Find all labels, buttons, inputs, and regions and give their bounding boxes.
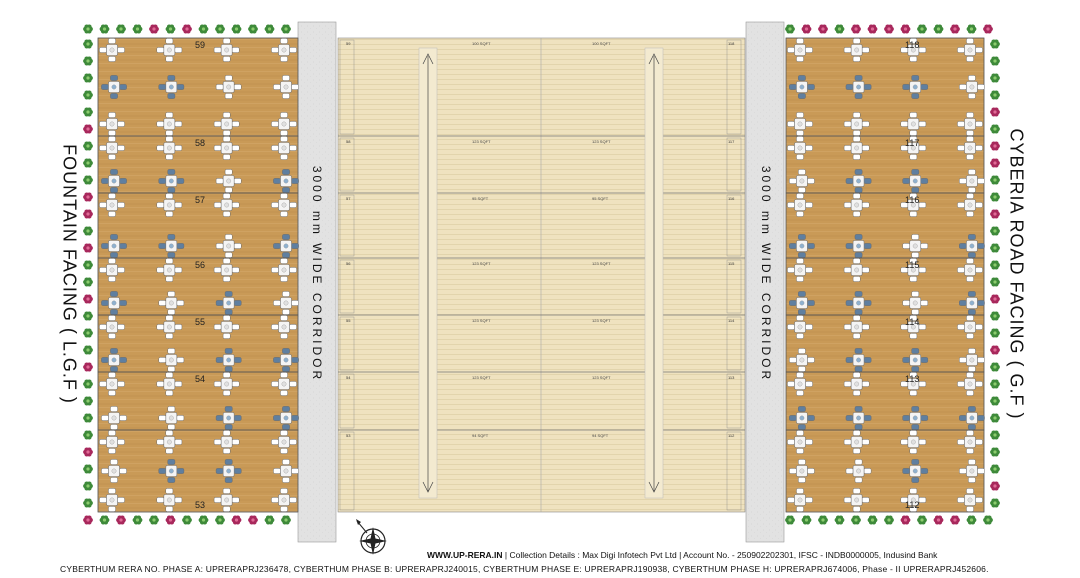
kiosk-right-number: 115 — [728, 261, 735, 266]
kiosk-right-number: 112 — [728, 433, 735, 438]
plant-icon — [100, 24, 110, 33]
plant-icon — [83, 294, 93, 303]
plant-icon — [248, 515, 258, 524]
footer-collection-line — [427, 550, 937, 560]
plant-icon — [265, 515, 275, 524]
plant-icon — [990, 260, 1000, 269]
footer-collection-details: | Collection Details : Max Digi Infotech Pvt Ltd | Account No. - 250902202301, IFSC - INDB0000005, Indusind Bank — [502, 550, 938, 560]
plant-icon — [133, 515, 143, 524]
plant-icon — [950, 515, 960, 524]
plant-icon — [990, 379, 1000, 388]
plant-icon — [83, 226, 93, 235]
unit-number-label: 116 — [905, 195, 920, 205]
plant-icon — [990, 107, 1000, 116]
right-unit-block — [786, 38, 984, 512]
plant-icon — [83, 447, 93, 456]
kiosk-right-area: 123 SQFT — [592, 375, 611, 380]
plant-icon — [83, 158, 93, 167]
kiosk-left-area: 123 SQFT — [472, 318, 491, 323]
plant-icon — [232, 24, 242, 33]
plant-icon — [149, 515, 159, 524]
plant-icon — [983, 24, 993, 33]
kiosk-left-number: 53 — [346, 433, 351, 438]
plant-icon — [990, 464, 1000, 473]
plant-icon — [83, 430, 93, 439]
plant-icon — [990, 311, 1000, 320]
plant-icon — [868, 24, 878, 33]
kiosk-left-number: 54 — [346, 375, 351, 380]
plant-icon — [851, 24, 861, 33]
plant-icon — [83, 141, 93, 150]
plant-icon — [851, 515, 861, 524]
unit-number-label: 54 — [195, 374, 206, 384]
plant-icon — [248, 24, 258, 33]
plant-icon — [83, 209, 93, 218]
plant-icon — [83, 243, 93, 252]
plant-icon — [785, 515, 795, 524]
plant-icon — [166, 24, 176, 33]
plant-icon — [967, 24, 977, 33]
plant-icon — [83, 260, 93, 269]
plant-icon — [83, 464, 93, 473]
plant-icon — [785, 24, 795, 33]
plant-icon — [83, 124, 93, 133]
plant-icon — [990, 294, 1000, 303]
plant-icon — [83, 362, 93, 371]
aisle-arrow-right — [645, 48, 663, 498]
plant-icon — [868, 515, 878, 524]
kiosk-right-area: 123 SQFT — [592, 261, 611, 266]
plant-icon — [990, 362, 1000, 371]
plant-icon — [901, 515, 911, 524]
unit-number-label: 114 — [905, 317, 920, 327]
kiosk-left-number: 59 — [346, 41, 351, 46]
plant-icon — [166, 515, 176, 524]
plant-icon — [934, 515, 944, 524]
kiosk-right-area: 123 SQFT — [592, 318, 611, 323]
plant-icon — [990, 413, 1000, 422]
plant-icon — [265, 24, 275, 33]
plant-icon — [116, 515, 126, 524]
kiosk-right-number: 114 — [728, 318, 735, 323]
plant-icon — [83, 56, 93, 65]
plant-icon — [990, 481, 1000, 490]
plant-icon — [983, 515, 993, 524]
kiosk-left-number: 55 — [346, 318, 351, 323]
plant-icon — [149, 24, 159, 33]
plant-icon — [215, 24, 225, 33]
kiosk-left-area: 100 SQFT — [472, 41, 491, 46]
kiosk-right-area: 95 SQFT — [592, 196, 609, 201]
plant-icon — [990, 158, 1000, 167]
plant-icon — [83, 345, 93, 354]
plant-icon — [83, 24, 93, 33]
plant-icon — [990, 39, 1000, 48]
plant-icon — [835, 515, 845, 524]
plant-icon — [199, 24, 209, 33]
plant-icon — [83, 175, 93, 184]
plant-icon — [83, 107, 93, 116]
plant-icon — [990, 56, 1000, 65]
kiosk-right-number: 116 — [728, 196, 735, 201]
plant-icon — [83, 498, 93, 507]
plant-icon — [802, 515, 812, 524]
center-floor — [338, 38, 745, 512]
plant-icon — [818, 515, 828, 524]
plant-icon — [215, 515, 225, 524]
plant-icon — [990, 141, 1000, 150]
plant-icon — [990, 243, 1000, 252]
plant-icon — [967, 515, 977, 524]
plant-icon — [990, 192, 1000, 201]
unit-number-label: 58 — [195, 138, 206, 148]
plant-icon — [83, 311, 93, 320]
kiosk-right-area: 100 SQFT — [592, 41, 611, 46]
plant-icon — [990, 430, 1000, 439]
plant-icon — [934, 24, 944, 33]
plant-icon — [83, 328, 93, 337]
plant-icon — [182, 515, 192, 524]
plant-icon — [990, 124, 1000, 133]
kiosk-left-area: 123 SQFT — [472, 261, 491, 266]
plant-icon — [83, 192, 93, 201]
plant-icon — [884, 515, 894, 524]
unit-number-label: 112 — [905, 500, 920, 510]
plant-icon — [990, 90, 1000, 99]
plant-icon — [990, 345, 1000, 354]
left-unit-block — [98, 38, 298, 512]
kiosk-left-area: 95 SQFT — [472, 196, 489, 201]
plant-icon — [990, 277, 1000, 286]
kiosk-right-number: 118 — [728, 41, 735, 46]
plant-icon — [901, 24, 911, 33]
plant-icon — [802, 24, 812, 33]
plant-icon — [83, 379, 93, 388]
plant-icon — [83, 277, 93, 286]
compass-icon — [356, 519, 387, 555]
plant-icon — [83, 73, 93, 82]
kiosk-left-area: 123 SQFT — [472, 375, 491, 380]
kiosk-left-number: 58 — [346, 139, 351, 144]
plant-icon — [83, 413, 93, 422]
plant-icon — [990, 447, 1000, 456]
plant-icon — [990, 73, 1000, 82]
plant-icon — [83, 90, 93, 99]
plant-icon — [917, 515, 927, 524]
footer-rera-line: CYBERTHUM RERA NO. PHASE A: UPRERAPRJ236478, CYBERTHUM PHASE B: UPRERAPRJ240015, CYBERTHUM PHASE E: UPRERAPRJ190938, CYBERTHUM PHASE H: UPRERAPRJ674006, Phase - II UPRERAPRJ452606. — [60, 564, 989, 574]
kiosk-left-area: 123 SQFT — [472, 139, 491, 144]
plant-icon — [83, 39, 93, 48]
kiosk-right-area: 94 SQFT — [592, 433, 609, 438]
plant-icon — [116, 24, 126, 33]
kiosk-right-number: 117 — [728, 139, 735, 144]
plant-icon — [232, 515, 242, 524]
plant-icon — [990, 209, 1000, 218]
plant-icon — [83, 515, 93, 524]
unit-number-label: 118 — [905, 40, 920, 50]
kiosk-left-number: 56 — [346, 261, 351, 266]
unit-number-label: 55 — [195, 317, 206, 327]
plant-icon — [182, 24, 192, 33]
plant-icon — [884, 24, 894, 33]
unit-number-label: 117 — [905, 138, 920, 148]
plant-icon — [199, 515, 209, 524]
kiosk-right-number: 113 — [728, 375, 735, 380]
plant-icon — [835, 24, 845, 33]
unit-number-label: 53 — [195, 500, 206, 510]
plant-icon — [990, 328, 1000, 337]
unit-number-label: 115 — [905, 260, 920, 270]
aisle-arrow-left — [419, 48, 437, 498]
kiosk-left-number: 57 — [346, 196, 351, 201]
unit-number-label: 56 — [195, 260, 206, 270]
unit-number-label: 57 — [195, 195, 206, 205]
plant-icon — [917, 24, 927, 33]
unit-number-label: 113 — [905, 374, 920, 384]
plant-icon — [133, 24, 143, 33]
plant-icon — [281, 24, 291, 33]
plant-icon — [100, 515, 110, 524]
plant-icon — [990, 175, 1000, 184]
kiosk-right-area: 123 SQFT — [592, 139, 611, 144]
plant-icon — [990, 396, 1000, 405]
kiosk-left-area: 94 SQFT — [472, 433, 489, 438]
plant-icon — [83, 481, 93, 490]
plant-icon — [990, 226, 1000, 235]
plant-icon — [83, 396, 93, 405]
plant-icon — [818, 24, 828, 33]
plant-icon — [950, 24, 960, 33]
plant-icon — [990, 498, 1000, 507]
plant-icon — [281, 515, 291, 524]
footer-website-link[interactable]: WWW.UP-RERA.IN — [427, 550, 503, 560]
unit-number-label: 59 — [195, 40, 206, 50]
